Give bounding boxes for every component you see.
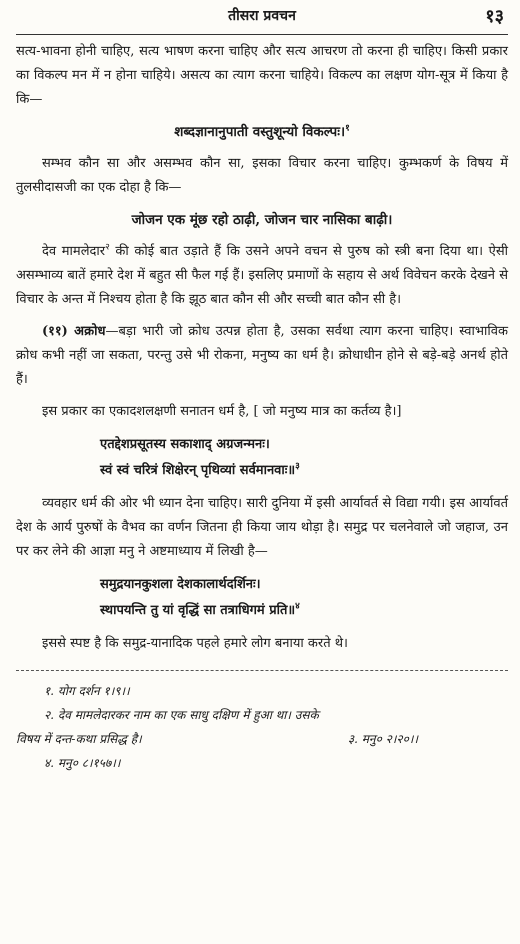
- paragraph-ekadash: इस प्रकार का एकादशलक्षणी सनातन धर्म है, [ जो मनुष्य मात्र का कर्तव्य है।]: [42, 404, 402, 419]
- header-rule: [16, 34, 508, 35]
- footnote-2-cont: विषय में दन्त-कथा प्रसिद्ध है।: [16, 732, 142, 746]
- footnotes: [16, 679, 508, 775]
- footnote-marker-1: १: [345, 123, 350, 134]
- chapter-title: तीसरा प्रवचन: [228, 8, 296, 24]
- paragraph-sambhav: सम्भव कौन सा और असम्भव कौन सा, इसका विचार करना चाहिए। कुम्भकर्ण के विषय में तुलसीदासजी का एक दोहा है कि—: [16, 156, 508, 195]
- verse-line: समुद्रयानकुशला देशकालार्थदर्शिनः।: [100, 577, 261, 592]
- footnote-marker-2: २: [105, 242, 110, 253]
- page-header: [16, 0, 508, 40]
- paragraph-body: —बड़ा भारी जो क्रोध उत्पन्न होता है, उसका सर्वथा त्याग करना चाहिए। स्वाभाविक क्रोध कभी नहीं जा सकता, परन्तु उसे भी रोकना, मनुष्य का धर्म है। क्रोधाधीन होने से बड़े-बड़े अनर्थ होते हैं।: [16, 324, 508, 387]
- paragraph-samudra: इससे स्पष्ट है कि समुद्र-यानादिक पहले हमारे लोग बनाया करते थे।: [42, 636, 348, 651]
- verse-line: [16, 598, 508, 624]
- name-text: देव मामलेदार: [42, 244, 106, 259]
- doha-quote: जोजन एक मूंछ रहो ठाढ़ी, जोजन चार नासिका बाढ़ी।: [131, 212, 393, 228]
- section-heading: (११) अक्रोध: [42, 324, 106, 339]
- footnote-divider: [16, 670, 508, 671]
- verse-text: स्वं स्वं चरित्रं शिक्षेरन् पृथिव्यां सर्वमानवाः॥: [100, 463, 296, 478]
- manu-verse-1: [16, 432, 508, 484]
- verse-line: [16, 458, 508, 484]
- yoga-sutra-quote: [16, 120, 508, 144]
- paragraph-satya: सत्य-भावना होनी चाहिए, सत्य भाषण करना चाहिए और सत्य आचरण तो करना ही चाहिए। किसी प्रकार का विकल्प मन में न होना चाहिये। असत्य का त्याग करना चाहिये। विकल्प का लक्षण योग-सूत्र में किया है कि—: [16, 44, 508, 107]
- paragraph-body: की कोई बात उड़ाते हैं कि उसने अपने वचन से पुरुष को स्त्री बना दिया था। ऐसी असम्भाव्य बातें हमारे देश में बहुत सी फैल गई हैं। इसलिए प्रमाणों के सहाय से अर्थ विवेचन करके देखने से विचार के अन्त में निश्चय होता है कि झूठ बात कौन सी और सच्ची बात कौन सी है।: [16, 244, 508, 307]
- footnote-2: २. देव मामलेदारकर नाम का एक साधु दक्षिण में हुआ था। उसके: [44, 708, 319, 722]
- footnote-4: ४. मनु० ८।१५७।।: [44, 756, 121, 770]
- footnote-1: १. योग दर्शन १।९।।: [44, 684, 130, 698]
- page-number: १३: [485, 6, 504, 27]
- paragraph-akrodh: [16, 320, 508, 392]
- verse-line: एतद्देशप्रसूतस्य सकाशाद् अग्रजन्मनः।: [100, 437, 270, 452]
- footnote-row: [16, 727, 508, 751]
- footnote-marker-3: ३: [295, 461, 300, 472]
- verse-text: स्थापयन्ति तु यां वृद्धिं सा तत्राधिगमं प्रति॥: [100, 603, 296, 618]
- sutra-text: शब्दज्ञानानुपाती वस्तुशून्यो विकल्पः।: [174, 124, 346, 140]
- manu-verse-2: [16, 572, 508, 624]
- footnote-marker-4: ४: [295, 601, 300, 612]
- footnote-3: ३. मनु० २।२०।।: [347, 732, 418, 746]
- paragraph-dev-mamledar: [16, 240, 508, 312]
- paragraph-vyavahar: व्यवहार धर्म की ओर भी ध्यान देना चाहिए। सारी दुनिया में इसी आर्यावर्त से विद्या गयी। इस आर्यावर्त देश के आर्य पुरुषों के वैभव का वर्णन जितना ही किया जाय थोड़ा है। समुद्र पर चलनेवाले जो जहाज, उन पर कर लेने की आज्ञा मनु ने अष्टमाध्याय में लिखी है—: [16, 496, 508, 559]
